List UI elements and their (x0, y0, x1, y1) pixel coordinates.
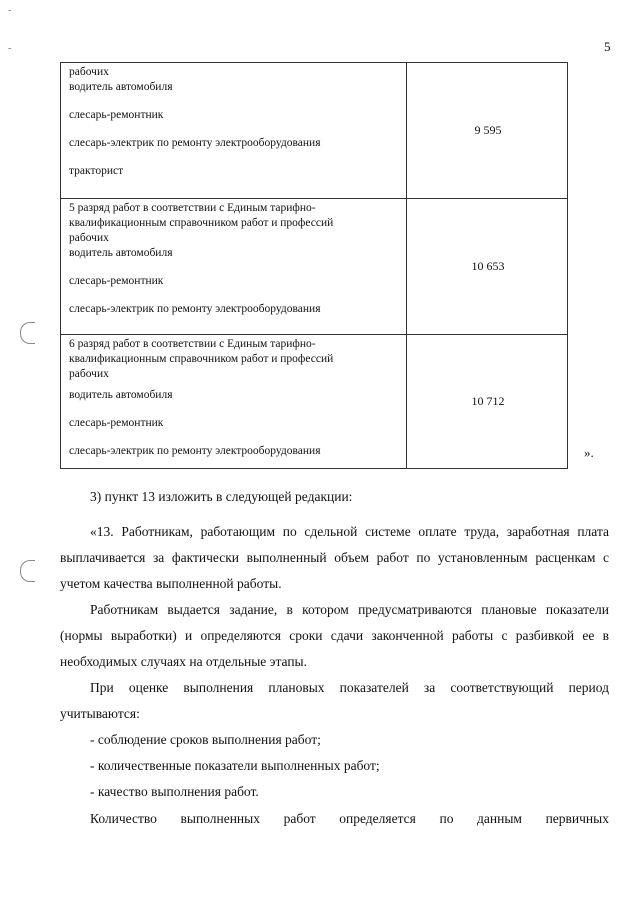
binder-hole-mark (20, 560, 35, 582)
page-number: 5 (604, 39, 611, 54)
occupation: водитель автомобиля (69, 247, 173, 259)
category-text: рабочих (69, 368, 109, 380)
occupation: тракторист (69, 165, 124, 177)
occupation: слесарь-электрик по ремонту электрооборудования (69, 445, 321, 457)
category-text: 5 разряд работ в соответствии с Единым тарифно- (69, 202, 316, 214)
occupation: водитель автомобиля (69, 389, 173, 401)
word: выполненных (180, 811, 260, 826)
bullet-item: - соблюдение сроков выполнения работ; (90, 732, 321, 747)
bullet-item: - количественные показатели выполненных работ; (90, 758, 380, 773)
occupation: слесарь-электрик по ремонту электрооборудования (69, 137, 321, 149)
salary-value: 10 712 (407, 335, 568, 469)
table-row (61, 63, 568, 199)
bullet-item: - качество выполнения работ. (90, 784, 259, 799)
category-cell (61, 199, 407, 335)
paragraph-task: Работникам выдается задание, в котором предусматриваются плановые показатели (нормы выработки) и определяются сроки сдачи законченной работы с разбивкой ее в необходимых случаях на отдельные этапы. (60, 602, 609, 669)
closing-quote: ». (584, 445, 594, 460)
occupation: слесарь-ремонтник (69, 417, 164, 429)
occupation: слесарь-электрик по ремонту электрооборудования (69, 303, 321, 315)
category-cell (61, 63, 407, 199)
occupation: слесарь-ремонтник (69, 275, 164, 287)
word: Количество (90, 811, 157, 826)
scan-mark: - (8, 43, 12, 54)
paragraph-last-line (60, 806, 609, 832)
category-cell (61, 335, 407, 469)
paragraph-evaluation: При оценке выполнения плановых показателей за соответствующий период учитываются: (60, 680, 609, 721)
category-text: рабочих (69, 66, 109, 78)
item-3-text: 3) пункт 13 изложить в следующей редакции: (90, 489, 353, 504)
word: определяется (339, 811, 416, 826)
table-row (61, 199, 568, 335)
word: по (439, 811, 454, 826)
category-text: квалификационным справочником работ и профессий (69, 217, 334, 229)
binder-hole-mark (20, 322, 35, 344)
occupation: слесарь-ремонтник (69, 109, 164, 121)
word: первичных (545, 811, 609, 826)
scan-mark: - (8, 5, 12, 16)
category-text: 6 разряд работ в соответствии с Единым тарифно- (69, 338, 316, 350)
salary-value: 10 653 (407, 199, 568, 335)
wage-table (60, 62, 568, 469)
table-row (61, 335, 568, 469)
occupation: водитель автомобиля (69, 81, 173, 93)
word: данным (477, 811, 522, 826)
paragraph-13: «13. Работникам, работающим по сдельной системе оплате труда, заработная плата выплачивается за фактически выполненный объем работ по установленным расценкам с учетом качества выполненной работы. (60, 524, 609, 591)
word: работ (283, 811, 316, 826)
category-text: квалификационным справочником работ и профессий (69, 353, 334, 365)
category-text: рабочих (69, 232, 109, 244)
salary-value: 9 595 (407, 63, 568, 199)
